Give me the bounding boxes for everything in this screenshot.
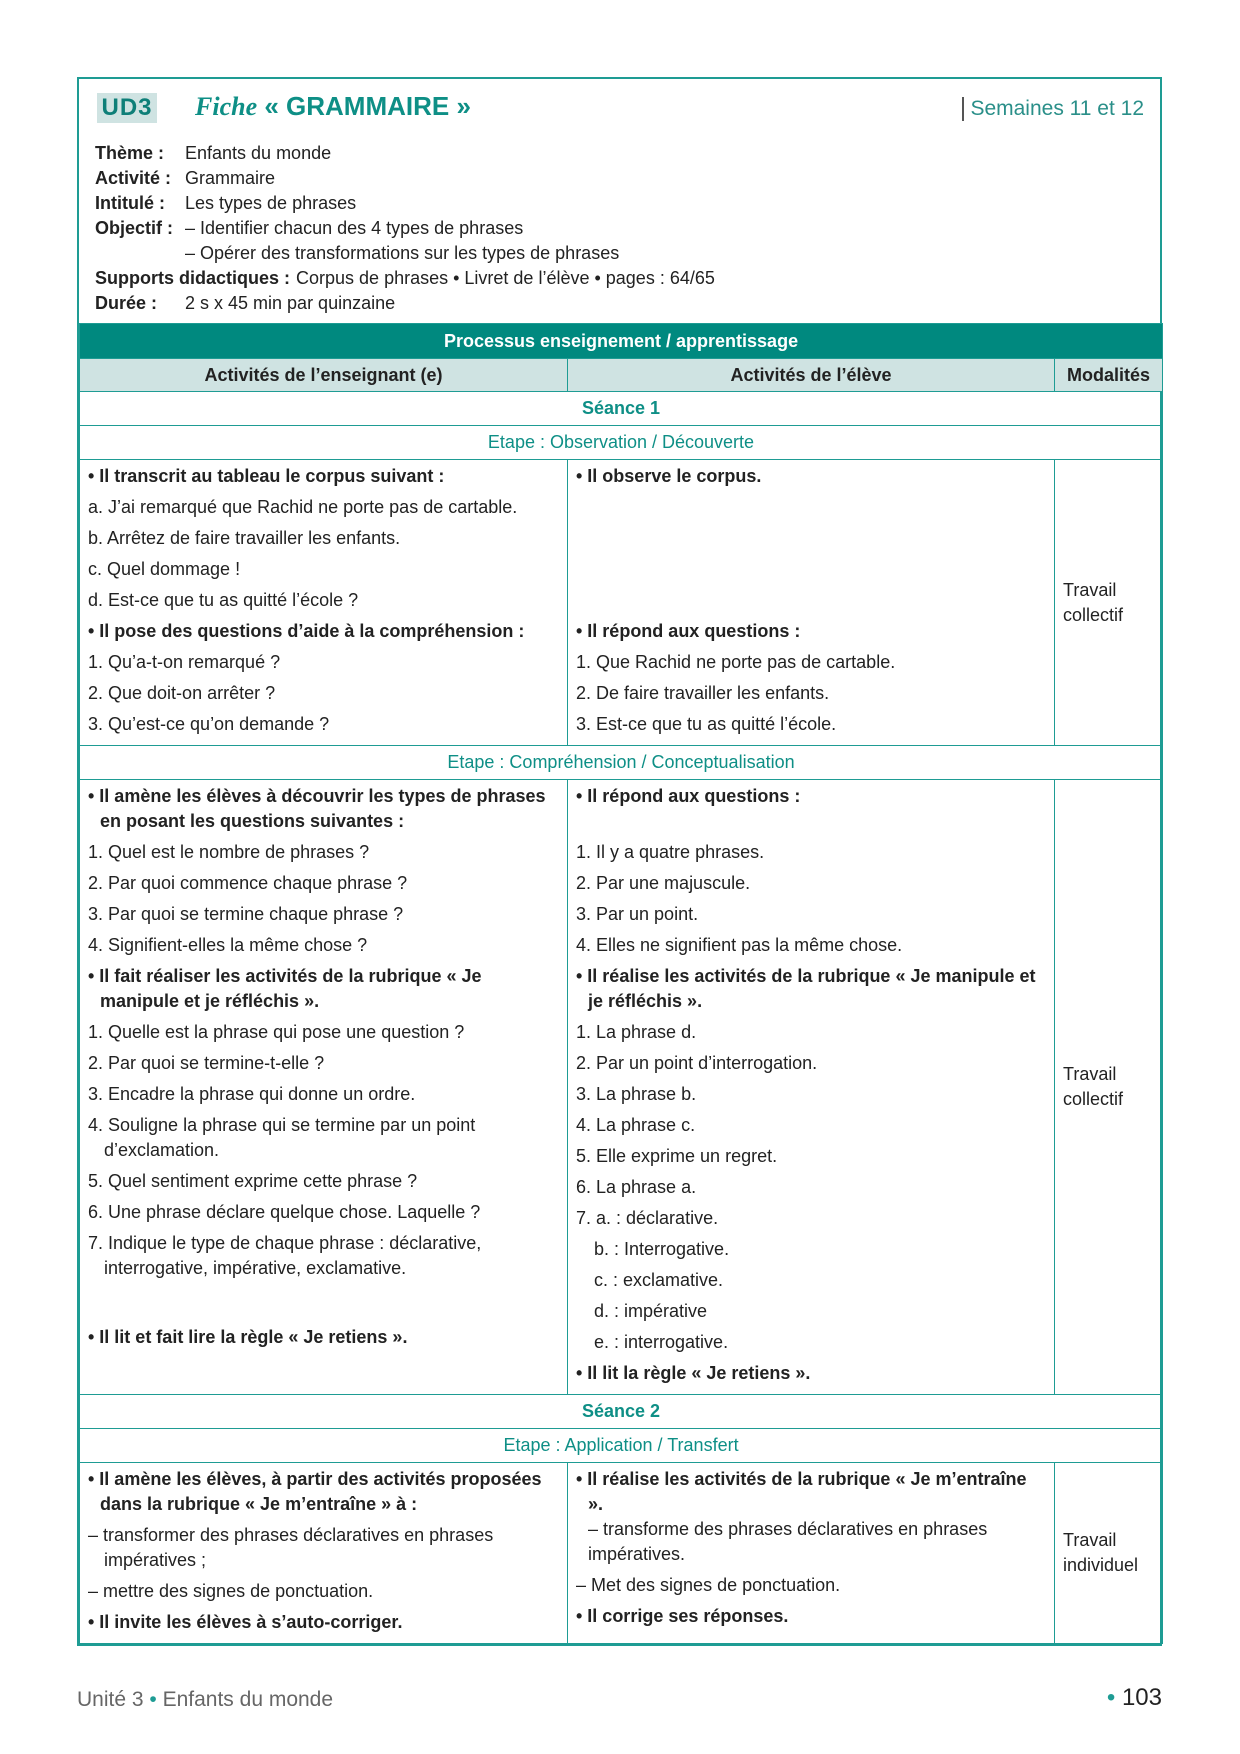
list-item: • Il amène les élèves, à partir des activités proposées dans la rubrique « Je m’entraîne » à : xyxy=(88,1469,542,1514)
col-teacher-header: Activités de l’enseignant (e) xyxy=(80,359,568,392)
list-item: • Il réalise les activités de la rubrique « Je manipule et je réfléchis ». xyxy=(576,966,1036,1011)
list-item: • Il fait réaliser les activités de la rubrique « Je manipule et je réfléchis ». xyxy=(88,966,482,1011)
list-item: 5. Elle exprime un regret. xyxy=(576,1146,778,1166)
list-item: 3. Qu’est-ce qu’on demande ? xyxy=(88,714,330,734)
footer-unit-number: Unité 3 xyxy=(77,1688,144,1711)
list-item xyxy=(576,495,1046,526)
list-item: 3. La phrase b. xyxy=(576,1084,697,1104)
list-item: • Il répond aux questions : xyxy=(576,621,801,641)
list-item: – transforme des phrases déclaratives en phrases impératives. xyxy=(588,1519,988,1564)
list-item: 2. Par quoi se termine-t-elle ? xyxy=(88,1053,325,1073)
title-prefix: Fiche xyxy=(195,92,258,121)
page-dot: • xyxy=(1106,1684,1116,1711)
list-item xyxy=(576,526,1046,557)
list-item: • Il amène les élèves à découvrir les types de phrases en posant les questions suivantes : xyxy=(88,786,546,831)
list-item: b. Arrêtez de faire travailler les enfants. xyxy=(88,528,401,548)
etape-1-modalite: Travail collectif xyxy=(1055,460,1163,746)
supports-value: Corpus de phrases • Livret de l’élève • pages : 64/65 xyxy=(296,268,715,288)
page-number xyxy=(1107,1684,1162,1712)
list-item: 4. Souligne la phrase qui se termine par un point d’exclamation. xyxy=(88,1115,476,1160)
process-table xyxy=(79,323,1163,1644)
list-item: 6. Une phrase déclare quelque chose. Laquelle ? xyxy=(88,1202,481,1222)
list-item: 2. Par un point d’interrogation. xyxy=(576,1053,818,1073)
list-item: a. J’ai remarqué que Rachid ne porte pas de cartable. xyxy=(88,497,518,517)
list-item: – mettre des signes de ponctuation. xyxy=(88,1581,374,1601)
list-item: 1. Quel est le nombre de phrases ? xyxy=(88,842,370,862)
seance-1-title: Séance 1 xyxy=(80,392,1163,426)
list-item: 5. Quel sentiment exprime cette phrase ? xyxy=(88,1171,418,1191)
list-item: 7. Indique le type de chaque phrase : déclarative, interrogative, impérative, exclamative. xyxy=(88,1233,482,1278)
col-student-header: Activités de l’élève xyxy=(568,359,1055,392)
list-item: 4. Signifient-elles la même chose ? xyxy=(88,935,368,955)
theme-label: Thème : xyxy=(95,143,165,163)
list-item: 1. Il y a quatre phrases. xyxy=(576,842,765,862)
objectif-1: – Identifier chacun des 4 types de phrases xyxy=(185,218,524,238)
etape-2-teacher xyxy=(80,780,568,1395)
duree-value: 2 s x 45 min par quinzaine xyxy=(185,293,396,313)
sheet-title xyxy=(195,91,471,122)
footer-unit-title: Enfants du monde xyxy=(162,1688,334,1711)
weeks-label: Semaines 11 et 12 xyxy=(962,97,1144,121)
etape-3-student xyxy=(568,1463,1055,1644)
etape-2-modalite: Travail collectif xyxy=(1055,780,1163,1395)
seance-2-title: Séance 2 xyxy=(80,1395,1163,1429)
etape-1-title: Etape : Observation / Découverte xyxy=(80,426,1163,460)
list-item: 1. Qu’a-t-on remarqué ? xyxy=(88,652,281,672)
list-item: • Il répond aux questions : xyxy=(576,786,801,806)
objectif-2: – Opérer des transformations sur les types de phrases xyxy=(185,243,620,263)
list-item: – Met des signes de ponctuation. xyxy=(576,1575,841,1595)
theme-value: Enfants du monde xyxy=(185,143,332,163)
list-item: 6. La phrase a. xyxy=(576,1177,697,1197)
list-item: d. Est-ce que tu as quitté l’école ? xyxy=(88,590,359,610)
etape-3-title: Etape : Application / Transfert xyxy=(80,1429,1163,1463)
page-number-value: 103 xyxy=(1121,1684,1162,1711)
etape-3-teacher xyxy=(80,1463,568,1644)
list-item: 3. Par un point. xyxy=(576,904,699,924)
list-item: • Il pose des questions d’aide à la compréhension : xyxy=(88,621,525,641)
list-item: • Il réalise les activités de la rubrique « Je m’entraîne ». xyxy=(576,1469,1027,1514)
list-item: e. : interrogative. xyxy=(594,1332,729,1352)
unit-badge: UD3 xyxy=(97,93,157,123)
list-item: • Il invite les élèves à s’auto-corriger. xyxy=(88,1612,403,1632)
etape-1-student xyxy=(568,460,1055,746)
col-mod-header: Modalités xyxy=(1055,359,1163,392)
list-item xyxy=(576,557,1046,588)
etape-3-modalite: Travail individuel xyxy=(1055,1463,1163,1644)
list-item: – transformer des phrases déclaratives en phrases impératives ; xyxy=(88,1525,494,1570)
list-item: 2. Par quoi commence chaque phrase ? xyxy=(88,873,408,893)
footer-dot: • xyxy=(149,1688,157,1711)
process-title: Processus enseignement / apprentissage xyxy=(80,324,1163,359)
etape-2-title: Etape : Compréhension / Conceptualisation xyxy=(80,746,1163,780)
objectif-label: Objectif : xyxy=(95,218,174,238)
activite-value: Grammaire xyxy=(185,168,276,188)
list-item: 1. La phrase d. xyxy=(576,1022,697,1042)
list-item: d. : impérative xyxy=(594,1301,708,1321)
activite-label: Activité : xyxy=(95,168,172,188)
list-item: 7. a. : déclarative. xyxy=(576,1208,719,1228)
list-item: 2. De faire travailler les enfants. xyxy=(576,683,830,703)
supports-label: Supports didactiques : xyxy=(95,268,291,288)
list-item xyxy=(576,588,1046,619)
list-item: 2. Par une majuscule. xyxy=(576,873,751,893)
intitule-label: Intitulé : xyxy=(95,193,165,213)
list-item: 3. Par quoi se termine chaque phrase ? xyxy=(88,904,404,924)
list-item: 3. Est-ce que tu as quitté l’école. xyxy=(576,714,837,734)
list-item: c. : exclamative. xyxy=(594,1270,724,1290)
list-item: 1. Quelle est la phrase qui pose une question ? xyxy=(88,1022,465,1042)
meta-block xyxy=(95,141,715,316)
list-item: • Il transcrit au tableau le corpus suivant : xyxy=(88,466,445,486)
etape-1-teacher xyxy=(80,460,568,746)
list-item: • Il lit la règle « Je retiens ». xyxy=(576,1363,811,1383)
list-item: 1. Que Rachid ne porte pas de cartable. xyxy=(576,652,896,672)
list-item: 2. Que doit-on arrêter ? xyxy=(88,683,276,703)
title-main: « GRAMMAIRE » xyxy=(264,91,471,121)
list-item: c. Quel dommage ! xyxy=(88,559,241,579)
list-item: • Il observe le corpus. xyxy=(576,466,762,486)
footer-unit xyxy=(77,1688,333,1712)
etape-2-student xyxy=(568,780,1055,1395)
list-item: 3. Encadre la phrase qui donne un ordre. xyxy=(88,1084,416,1104)
sheet-header xyxy=(79,79,1160,323)
list-item: 4. La phrase c. xyxy=(576,1115,696,1135)
list-item: • Il lit et fait lire la règle « Je retiens ». xyxy=(88,1327,408,1347)
list-item: b. : Interrogative. xyxy=(594,1239,730,1259)
lesson-sheet xyxy=(77,77,1162,1646)
duree-label: Durée : xyxy=(95,293,158,313)
list-item: 4. Elles ne signifient pas la même chose. xyxy=(576,935,903,955)
list-item: • Il corrige ses réponses. xyxy=(576,1606,789,1626)
intitule-value: Les types de phrases xyxy=(185,193,357,213)
